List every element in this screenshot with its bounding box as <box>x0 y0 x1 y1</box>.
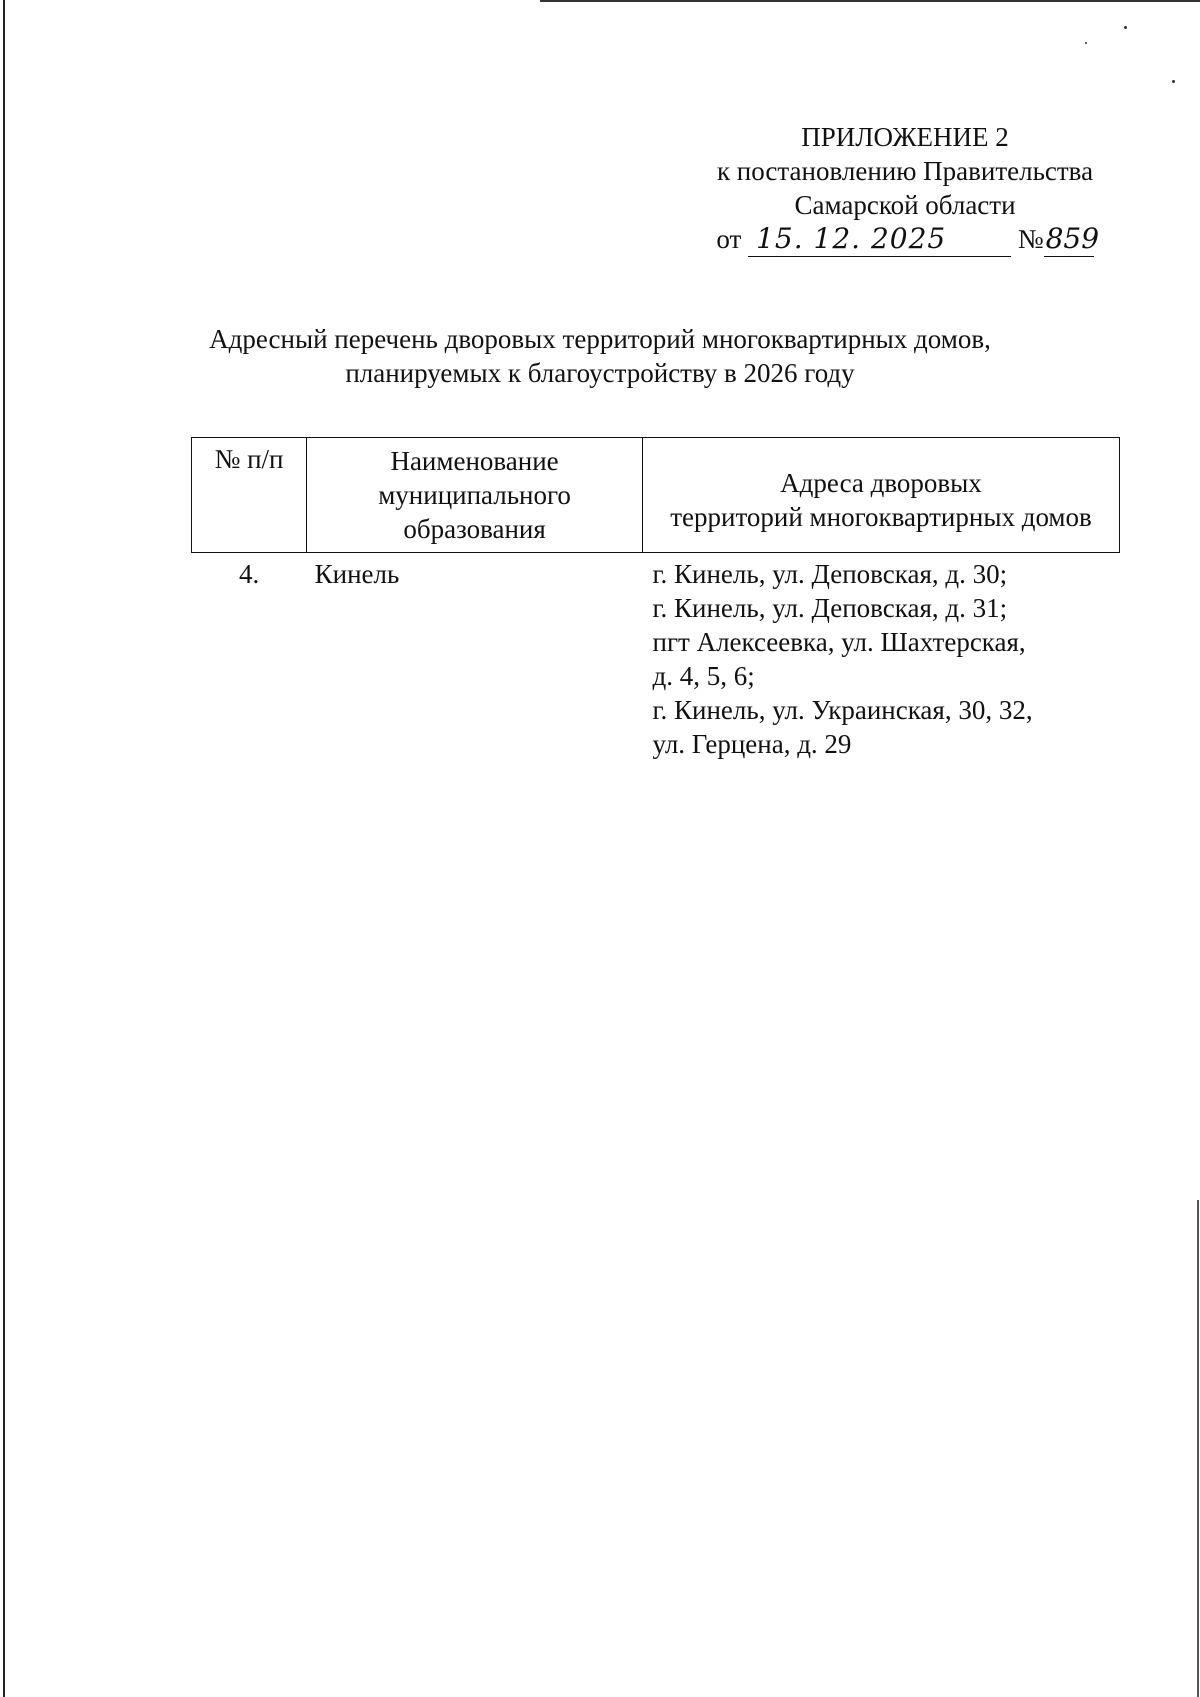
table-header-row <box>192 438 1120 553</box>
date-prefix: от <box>716 224 742 254</box>
address-line: д. 4, 5, 6; <box>652 661 755 691</box>
handwritten-number: 859 <box>1045 222 1100 255</box>
address-line: г. Кинель, ул. Деповская, д. 31; <box>652 593 1008 623</box>
appendix-header <box>640 120 1170 257</box>
appendix-date-number-line <box>640 222 1170 257</box>
header-number: № п/п <box>192 438 307 553</box>
address-line: г. Кинель, ул. Украинская, 30, 32, <box>652 695 1033 725</box>
scan-speck <box>1172 80 1175 83</box>
header-municipality: Наименование муниципального образования <box>307 438 643 553</box>
title-line-1: Адресный перечень дворовых территорий многоквартирных домов, <box>209 324 991 354</box>
table-row <box>192 553 1120 762</box>
appendix-resolution-ref: к постановлению Правительства <box>716 156 1094 186</box>
address-line: пгт Алексеевка, ул. Шахтерская, <box>652 627 1026 657</box>
appendix-label: ПРИЛОЖЕНИЕ 2 <box>801 122 1009 152</box>
scan-border-left <box>3 0 5 1697</box>
address-line: ул. Герцена, д. 29 <box>652 729 852 759</box>
scan-speck <box>1085 42 1087 44</box>
address-line: г. Кинель, ул. Деповская, д. 30; <box>652 559 1008 589</box>
scan-border-top <box>540 0 1200 2</box>
title-line-2: планируемых к благоустройству в 2026 году <box>345 358 855 388</box>
scan-border-right <box>1197 1200 1199 1697</box>
row-number: 4. <box>238 559 260 589</box>
number-prefix: № <box>1017 224 1044 254</box>
scan-speck <box>1124 26 1127 29</box>
appendix-region: Самарской области <box>794 190 1016 220</box>
row-addresses <box>643 553 1120 762</box>
handwritten-date: 15. 12. 2025 <box>748 222 1011 257</box>
row-municipality: Кинель <box>314 559 400 589</box>
header-addresses: Адреса дворовых территорий многоквартирных домов <box>643 438 1120 553</box>
document-title <box>150 322 1050 390</box>
address-table <box>191 437 1120 761</box>
